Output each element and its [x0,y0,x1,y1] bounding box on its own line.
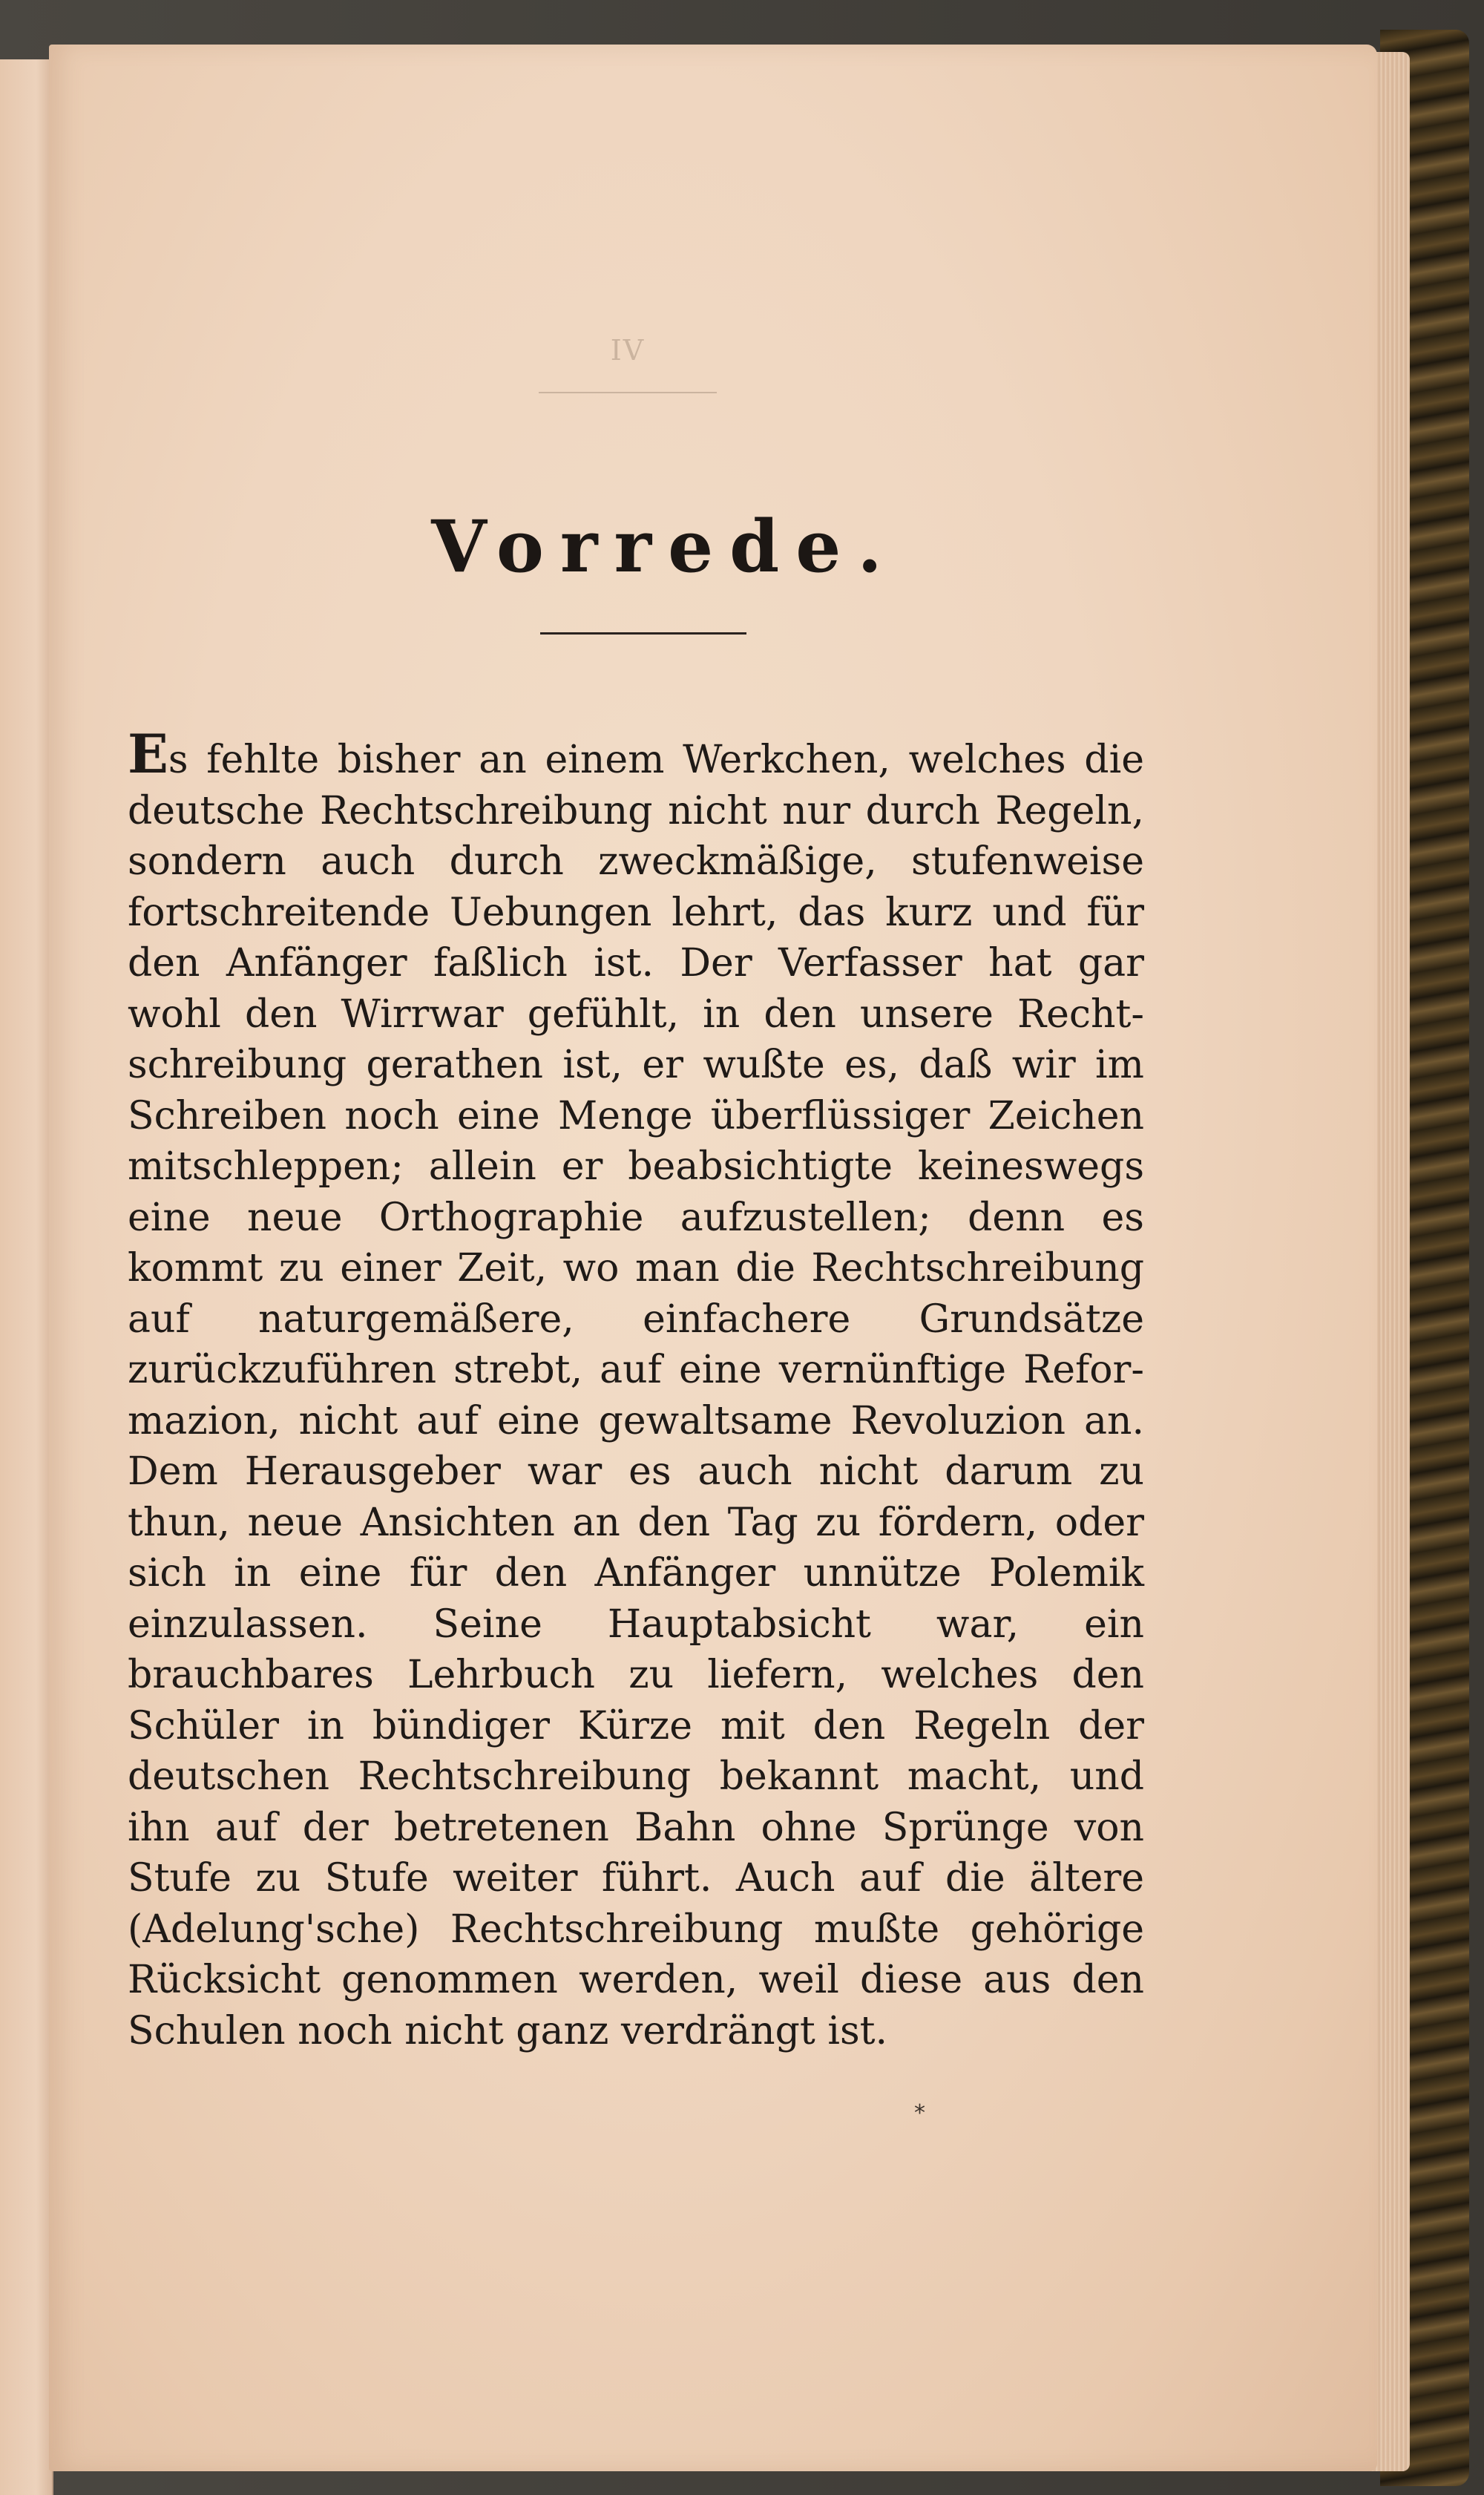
left-page-edge [0,59,53,2495]
top-rule [539,392,717,393]
heading-rule [540,632,746,635]
page-number: IV [610,334,646,367]
closing-asterisk: * [914,2100,925,2126]
preface-paragraph [128,722,1144,2056]
preface-text: s fehlte bisher an einem Werkchen, welches die deutsche Rechtschreibung nicht nur durch Regeln, sondern auch durch zweckmäßige, stufenweise fortschreitende Uebungen lehrt, das kurz und für den Anfänger faßlich ist. Der Verfasser hat gar wohl den Wirrwar gefühlt, in den unsere Rechtschreibung gerathen ist, er wußte es, daß wir im Schreiben noch eine Menge überflüssiger Zeichen mitschleppen; allein er beabsichtigte keineswegs eine neue Orthographie aufzustellen; denn es kommt zu einer Zeit, wo man die Rechtschreibung auf naturgemäßere, einfachere Grundsätze zurückzuführen strebt, auf eine vernünftige Reformazion, nicht auf eine gewaltsame Revoluzion an. Dem Herausgeber war es auch nicht darum zu thun, neue Ansichten an den Tag zu fördern, oder sich in eine für den Anfänger unnütze Polemik einzulassen. Seine Hauptabsicht war, ein brauchbares Lehrbuch zu liefern, welches den Schüler in bündiger Kürze mit den Regeln der deutschen Rechtschreibung bekannt macht, und ihn auf der betretenen Bahn ohne Sprünge von Stufe zu Stufe weiter führt. Auch auf die ältere (Adelung'sche) Rechtschreibung mußte gehörige Rücksicht genommen werden, weil diese aus den Schulen noch nicht ganz verdrängt ist. [128,738,1144,2053]
drop-cap: E [128,722,168,785]
page-heading: Vorrede. [431,505,899,588]
book-page [49,45,1377,2471]
